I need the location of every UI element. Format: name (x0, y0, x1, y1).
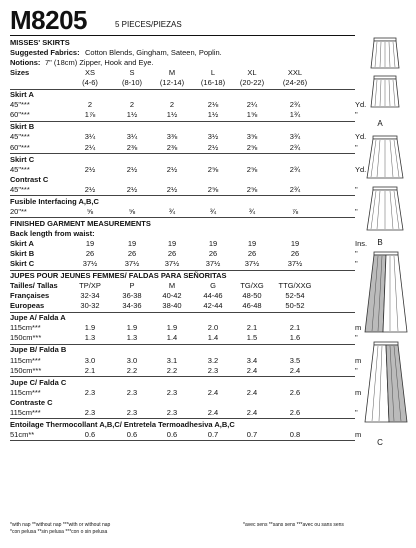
table-row (10, 291, 355, 301)
table-cell: 3¾ (289, 132, 301, 142)
table-cell: 1¾ (289, 110, 301, 120)
table-row (10, 100, 367, 110)
table-cell: 38-40 (162, 301, 182, 311)
table-row (10, 387, 362, 398)
table-row (10, 197, 355, 207)
table-cell: 2.3 (166, 387, 178, 397)
table-cell: ⅞ (291, 206, 299, 216)
table-row (10, 58, 355, 68)
table-row (10, 238, 368, 249)
row-label: Contraste C (10, 397, 53, 407)
table-row (10, 333, 358, 343)
table-cell: 32-34 (80, 291, 100, 301)
table-cell: 26 (247, 249, 257, 258)
table-cell: 2 (169, 100, 175, 110)
table-cell: 0.6 (126, 429, 138, 439)
table-cell: 1.9 (166, 323, 178, 333)
row-label: Sizes (10, 68, 30, 78)
row-label: Jupe A/ Falda A (10, 313, 66, 323)
table-row (10, 249, 358, 259)
unit-label: " (355, 142, 358, 152)
table-cell: (4-6) (82, 78, 98, 88)
table-cell: 3.4 (246, 355, 258, 365)
table-row (10, 229, 355, 239)
table-cell: 3⅜ (166, 132, 178, 142)
table-cell: 2.3 (84, 407, 96, 417)
table-cell: 0.7 (207, 429, 219, 439)
table-row (10, 206, 358, 217)
table-row (10, 281, 355, 291)
unit-label: m (355, 387, 362, 397)
row-label: 60"*** (10, 110, 30, 120)
table-cell: 2½ (166, 164, 178, 174)
table-cell: 2⅝ (246, 164, 258, 174)
table-cell: (16-18) (200, 78, 226, 88)
table-cell: 26 (85, 249, 95, 258)
table-cell: 0.6 (166, 429, 178, 439)
table-cell: ¾ (248, 206, 256, 216)
table-row (10, 78, 355, 88)
table-cell: 2.4 (246, 407, 258, 417)
table-row (10, 132, 367, 142)
table-row (10, 164, 367, 175)
unit-label: " (355, 259, 358, 269)
row-label: Skirt C (10, 259, 35, 269)
table-row (10, 365, 358, 376)
table-cell: 19 (247, 238, 257, 248)
unit-label: m (355, 429, 362, 439)
table-cell: 2.3 (84, 387, 96, 397)
row-label: 51cm** (10, 429, 35, 439)
table-cell: 2.4 (207, 407, 219, 417)
table-cell: XL (247, 68, 257, 78)
table-cell: 0.6 (84, 429, 96, 439)
row-label: FINISHED GARMENT MEASUREMENTS (10, 218, 151, 228)
table-cell: 36-38 (122, 291, 142, 301)
skirt-c-sketch (360, 250, 412, 428)
table-cell: 2.2 (166, 365, 178, 375)
table-cell: 2.2 (126, 365, 138, 375)
table-cell: 1⅝ (246, 110, 258, 120)
table-cell: 1⅞ (84, 110, 96, 120)
table-cell: 2.4 (246, 387, 258, 397)
table-cell: 26 (127, 249, 137, 258)
table-row (10, 259, 358, 269)
row-label: Suggested Fabrics: (10, 48, 80, 58)
table-row (10, 184, 358, 195)
row-label: 45"*** (10, 184, 30, 194)
unit-label: " (355, 110, 358, 120)
table-cell: 19 (167, 238, 177, 248)
table-cell: 37½ (82, 259, 98, 269)
table-cell: G (210, 281, 216, 291)
unit-label: m (355, 355, 362, 365)
row-label: Europeas (10, 301, 45, 311)
table-cell: 2.3 (207, 365, 219, 375)
table-row (10, 48, 355, 58)
table-cell: 37½ (244, 259, 260, 269)
row-label: 45"*** (10, 164, 30, 174)
unit-label: " (355, 365, 358, 375)
table-cell: 2½ (207, 142, 219, 152)
table-row (10, 122, 355, 132)
table-cell: M (168, 281, 176, 291)
table-cell: 3.0 (126, 355, 138, 365)
skirt-b-sketch (362, 134, 408, 236)
table-cell: 3.0 (84, 355, 96, 365)
unit-label: " (355, 206, 358, 216)
pattern-number: M8205 (10, 5, 87, 35)
table-cell: 2.0 (207, 323, 219, 333)
table-cell: ⅝ (86, 206, 94, 216)
table-cell: 19 (127, 238, 137, 248)
table-cell: 42-44 (203, 301, 223, 311)
row-label: 115cm*** (10, 323, 41, 333)
row-label: 150cm*** (10, 365, 42, 375)
unit-label: " (355, 249, 358, 258)
table-cell: XS (84, 68, 95, 78)
table-cell: 2.1 (246, 323, 258, 333)
table-row (10, 68, 355, 78)
table-row (10, 345, 355, 355)
table-cell: 2.4 (289, 365, 301, 375)
table-cell: 2.3 (126, 407, 138, 417)
table-cell: 1½ (166, 110, 178, 120)
table-cell: 2¼ (246, 100, 258, 110)
table-cell: 1.4 (166, 333, 178, 343)
row-label: Notions: (10, 58, 41, 68)
figure-label-b: B (377, 238, 383, 247)
table-cell: (8-10) (121, 78, 142, 88)
table-row (10, 38, 355, 48)
table-cell: TG/XG (240, 281, 264, 291)
table-row (10, 378, 355, 388)
table-cell: 2½ (126, 164, 138, 174)
table-cell: ⅝ (128, 206, 136, 216)
table-cell: 2½ (84, 184, 96, 194)
table-cell: 0.8 (289, 429, 301, 439)
row-label: 115cm*** (10, 355, 41, 365)
table-cell: TTG/XXG (278, 281, 312, 291)
row-label: Fusible Interfacing A,B,C (10, 196, 99, 206)
table-cell: 26 (208, 249, 218, 258)
row-label: Skirt A (10, 90, 34, 100)
table-cell: L (210, 68, 216, 78)
row-label: 60"*** (10, 142, 30, 152)
table-row (10, 420, 355, 430)
table-cell: 2⅝ (246, 142, 258, 152)
table-cell: 1.9 (84, 323, 96, 333)
table-cell: 2¾ (289, 184, 301, 194)
table-cell: 2⅝ (207, 184, 219, 194)
row-label: 150cm*** (10, 333, 42, 343)
table-cell: 2¾ (289, 164, 301, 174)
table-cell: (12-14) (159, 78, 185, 88)
table-cell: 40-42 (162, 291, 182, 301)
table-cell: 30-32 (80, 301, 100, 311)
row-label: 45"*** (10, 100, 30, 110)
table-cell: 2¼ (84, 142, 96, 152)
unit-label: Ins. (355, 238, 368, 248)
unit-label: " (355, 184, 358, 194)
footer-note-french: *avec sens **sans sens ***avec ou sans sens (243, 522, 344, 528)
table-cell: 1.5 (246, 333, 258, 343)
row-label: Skirt A (10, 238, 34, 248)
table-cell: 2⅝ (246, 184, 258, 194)
table-row (10, 429, 362, 440)
row-label: Skirt C (10, 154, 35, 164)
table-cell: 2⅛ (207, 100, 219, 110)
table-cell: 1.3 (126, 333, 138, 343)
table-cell: 2.6 (289, 387, 301, 397)
unit-label: Yd. (355, 100, 367, 110)
table-cell: 0.7 (246, 429, 258, 439)
table-row (10, 90, 355, 100)
row-text: Cotton Blends, Gingham, Sateen, Poplin. (85, 48, 222, 58)
table-cell: 3½ (207, 132, 219, 142)
table-cell: 1½ (126, 110, 138, 120)
row-label: 45"*** (10, 132, 30, 142)
table-cell: 3¼ (126, 132, 138, 142)
table-cell: 2.3 (126, 387, 138, 397)
row-label: 115cm*** (10, 387, 41, 397)
table-cell: 2¾ (289, 100, 301, 110)
table-cell: M (168, 68, 176, 78)
table-cell: 26 (167, 249, 177, 258)
table-cell: (20-22) (239, 78, 265, 88)
unit-label: " (355, 407, 358, 417)
table-row (10, 155, 355, 165)
row-label: Skirt B (10, 122, 35, 132)
row-label: Entoilage Thermocollant A,B,C/ Entretela Termoadhesiva A,B,C (10, 419, 235, 429)
table-cell: 3.1 (166, 355, 178, 365)
table-cell: 2.4 (246, 365, 258, 375)
table-cell: 3.5 (289, 355, 301, 365)
unit-label: Yd. (355, 132, 367, 142)
table-row (10, 219, 355, 229)
table-cell: 26 (290, 249, 300, 258)
footer-note-english: *with nap **without nap ***with or without nap (10, 522, 111, 528)
row-label: 20"** (10, 206, 27, 216)
table-row (10, 271, 355, 281)
row-label: Tailles/ Tallas (10, 281, 58, 291)
unit-label: Yd. (355, 164, 367, 174)
table-cell: 44-46 (203, 291, 223, 301)
row-text: 7" (18cm) Zipper, Hook and Eye. (45, 58, 154, 68)
table-cell: 37½ (205, 259, 221, 269)
table-cell: 1.3 (84, 333, 96, 343)
table-cell: 1.4 (207, 333, 219, 343)
row-label: Skirt B (10, 249, 35, 258)
table-cell: 2.1 (84, 365, 96, 375)
table-cell: 50-52 (285, 301, 305, 311)
row-label: Jupe C/ Falda C (10, 377, 67, 387)
table-cell: 2.3 (166, 407, 178, 417)
table-row (10, 407, 358, 418)
table-cell: (24-26) (282, 78, 308, 88)
table-row (10, 301, 355, 311)
table-row (10, 313, 355, 323)
table-row (10, 110, 358, 120)
table-cell: 19 (290, 238, 300, 248)
table-cell: 1.9 (126, 323, 138, 333)
header-rule (10, 35, 355, 36)
table-cell: 34-36 (122, 301, 142, 311)
figure-label-c: C (377, 438, 383, 447)
footer-note-spanish: *con pelusa **sin pelusa ***con o sin pelusa (10, 529, 108, 535)
row-label: Back length from waist: (10, 228, 95, 238)
row-label: Françaises (10, 291, 50, 301)
table-cell: 2 (129, 100, 135, 110)
figure-label-a: A (377, 119, 383, 128)
table-cell: 2.1 (289, 323, 301, 333)
table-row (10, 175, 355, 185)
table-cell: 52-54 (285, 291, 305, 301)
table-cell: 37½ (164, 259, 180, 269)
table-cell: XXL (287, 68, 303, 78)
table-row (10, 398, 355, 408)
table-cell: 1½ (207, 110, 219, 120)
table-cell: 37½ (287, 259, 303, 269)
table-cell: 46-48 (242, 301, 262, 311)
table-cell: 2⅝ (207, 164, 219, 174)
table-cell: 19 (85, 238, 95, 248)
table-cell: 2⅜ (166, 142, 178, 152)
table-cell: S (129, 68, 135, 78)
table-cell: 2.4 (207, 387, 219, 397)
table-cell: TP/XP (79, 281, 101, 291)
table-cell: 2¾ (289, 142, 301, 152)
table-cell: ¾ (168, 206, 176, 216)
table-cell: 2 (87, 100, 93, 110)
unit-label: " (355, 333, 358, 343)
table-cell: 3.2 (207, 355, 219, 365)
table-cell: 2½ (126, 184, 138, 194)
skirt-a-sketch (365, 36, 405, 116)
table-row (10, 323, 362, 333)
table-cell: 2.6 (289, 407, 301, 417)
table-cell: 2½ (84, 164, 96, 174)
table-cell: 37½ (124, 259, 140, 269)
table-cell: 1.6 (289, 333, 301, 343)
table-cell: 2⅜ (126, 142, 138, 152)
row-label: MISSES' SKIRTS (10, 38, 70, 47)
pieces-count: 5 PIECES/PIEZAS (115, 20, 182, 29)
unit-label: m (355, 323, 362, 333)
table-row (10, 355, 362, 366)
table-cell: 19 (208, 238, 218, 248)
row-label: Jupe B/ Falda B (10, 345, 67, 355)
table-row (10, 142, 358, 153)
table-cell: 3⅝ (246, 132, 258, 142)
row-label: JUPES POUR JEUNES FEMMES/ FALDAS PARA SEÑORITAS (10, 271, 227, 281)
table-cell: 3¼ (84, 132, 96, 142)
row-label: Contrast C (10, 174, 49, 184)
section-rule (10, 440, 355, 441)
table-cell: ¾ (209, 206, 217, 216)
row-label: 115cm*** (10, 407, 41, 417)
table-cell: P (129, 281, 135, 291)
table-cell: 48-50 (242, 291, 262, 301)
table-cell: 2½ (166, 184, 178, 194)
